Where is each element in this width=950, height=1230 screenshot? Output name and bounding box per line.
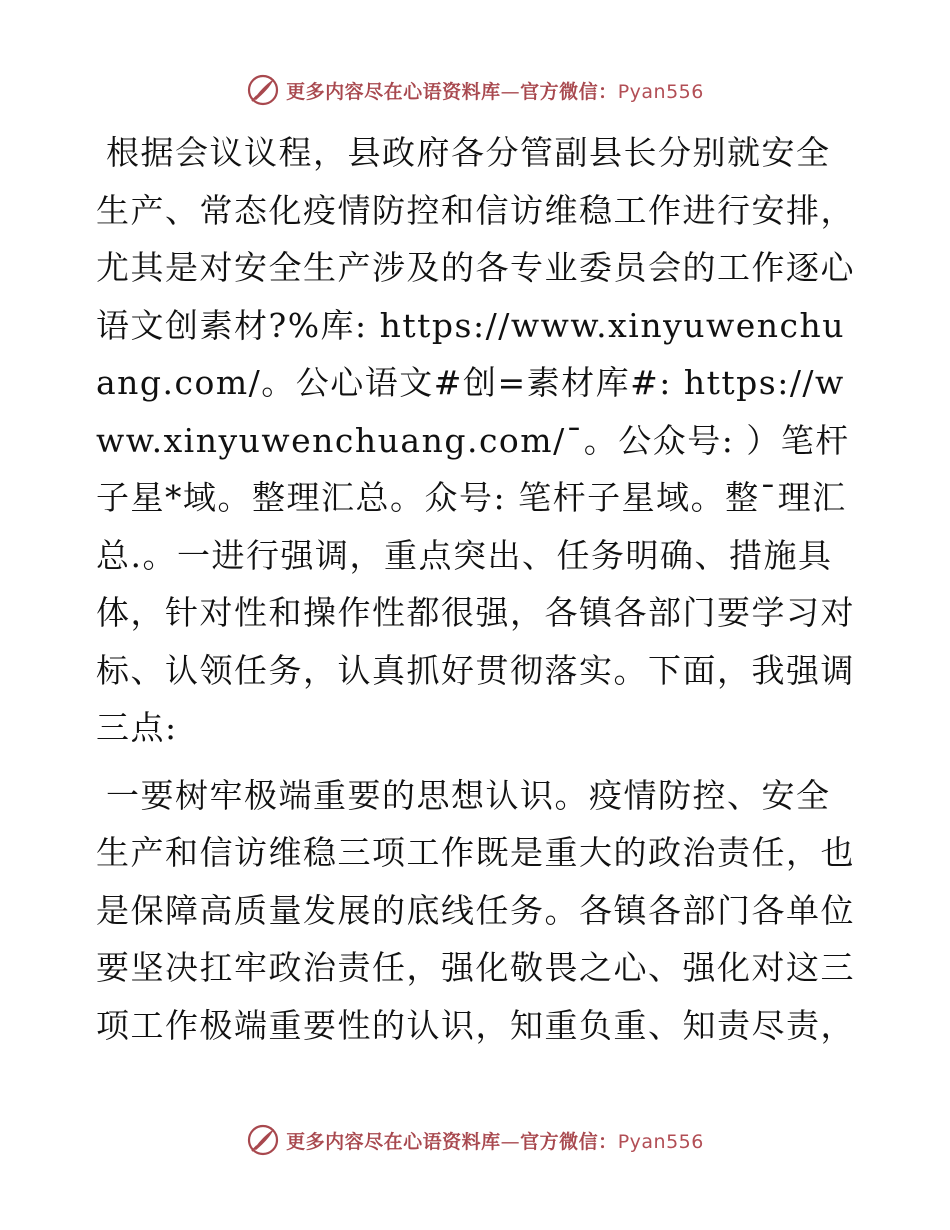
body-paragraph-2: 一要树牢极端重要的思想认识。疫情防控、安全生产和信访维稳三项工作既是重大的政治责任，也是保障高质量发展的底线任务。各镇各部门各单位要坚决扛牢政治责任，强化敬畏之心、强化对这三项工作极端重要性的认识，知重负重、知责尽责，: [96, 775, 855, 1045]
header-brand-text: 更多内容尽在心语资料库: [286, 80, 501, 103]
header-wechat-label: 官方微信：: [520, 80, 618, 103]
footer-wechat-label: 官方微信：: [520, 1130, 618, 1153]
footer-watermark-banner: [0, 1120, 950, 1160]
header-banner-text: [286, 77, 704, 104]
header-watermark-banner: [0, 70, 950, 110]
footer-wechat-id: Pyan556: [617, 1130, 704, 1153]
footer-separator: —: [500, 1130, 521, 1153]
header-separator: —: [500, 80, 521, 103]
document-body: [96, 124, 856, 1064]
quill-pen-logo-icon: [246, 73, 280, 107]
body-paragraph-1: 根据会议议程，县政府各分管副县长分别就安全生产、常态化疫情防控和信访维稳工作进行安排，尤其是对安全生产涉及的各专业委员会的工作逐心语文创素材?%库: https://www.xinyuwenchuang.com/。公心语文#创=素材库#: https://www.xinyuwenchuang.com/¯。公众号: ）笔杆子星*域。整理汇总。众号: 笔杆子星域。整¯理汇总.。一进行强调，重点突出、任务明确、措施具体，针对性和操作性都很强，各镇各部门要学习对标、认领任务，认真抓好贯彻落实。下面，我强调三点:: [96, 133, 855, 747]
quill-pen-logo-icon: [246, 1123, 280, 1157]
header-wechat-id: Pyan556: [617, 80, 704, 103]
footer-brand-text: 更多内容尽在心语资料库: [286, 1130, 501, 1153]
footer-banner-text: [286, 1127, 704, 1154]
